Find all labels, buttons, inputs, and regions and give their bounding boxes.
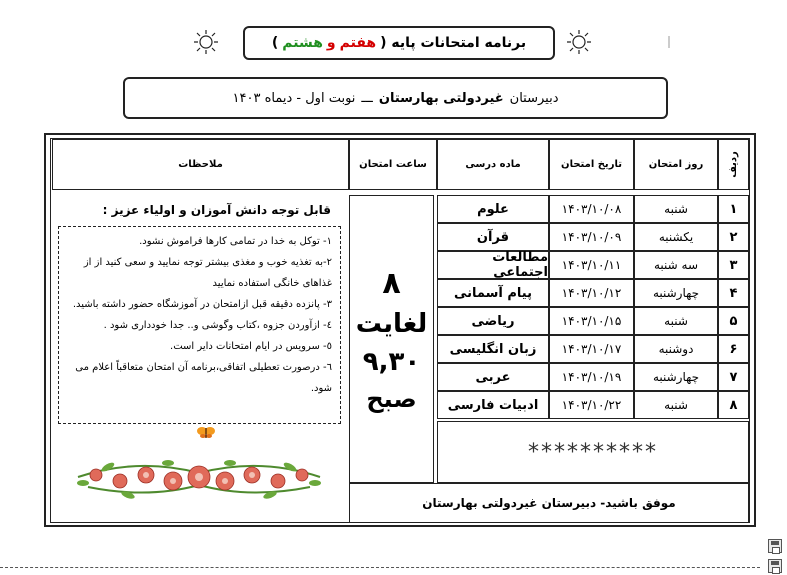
note-item: ٦- درصورت تعطیلی اتفاقی،برنامه آن امتحان متعاقباً اعلام می شود.	[75, 362, 332, 394]
save-icon[interactable]	[768, 539, 782, 553]
time-start: ۸	[382, 265, 401, 301]
school-name: غیردولتی بهارستان	[378, 90, 504, 106]
exam-day: شنبه	[634, 391, 718, 419]
note-item: ۳- پانزده دقیقه قبل ازامتحان در آموزشگاه حضور داشته باشید.	[72, 299, 332, 310]
save-icon[interactable]	[768, 559, 782, 573]
header-day: روز امتحان	[634, 139, 718, 190]
exam-subject: ریاضی	[437, 307, 549, 335]
exam-session: نوبت اول - دیماه ۱۴۰۳	[232, 90, 356, 106]
notes-section	[52, 195, 347, 483]
program-title	[243, 26, 555, 60]
exam-subject: علوم	[437, 195, 549, 223]
note-item: ۲-به تغذیه خوب و مغذی بیشتر توجه نمایید و سعی کنید از از غذاهای خانگی استفاده نمایید	[83, 257, 332, 289]
exam-date: ۱۴۰۳/۱۰/۱۲	[549, 279, 634, 307]
exam-day: شنبه	[634, 195, 718, 223]
exam-subject: ادبیات فارسی	[437, 391, 549, 419]
header-row-number: ردیف	[718, 139, 749, 190]
exam-date: ۱۴۰۳/۱۰/۱۱	[549, 251, 634, 279]
sun-ornament-icon	[566, 29, 592, 55]
closing-message: موفق باشید- دبیرستان غیردولتی بهارستان	[349, 483, 749, 523]
title-dash: ـــ	[361, 90, 373, 106]
header-subject: ماده درسی	[437, 139, 549, 190]
exam-date: ۱۴۰۳/۱۰/۲۲	[549, 391, 634, 419]
exam-day: دوشنبه	[634, 335, 718, 363]
row-number: ۴	[718, 279, 749, 307]
notes-heading: قابل توجه دانش آموزان و اولیاء عزیز :	[102, 203, 331, 217]
exam-time	[349, 195, 434, 483]
header-date: تاریخ امتحان	[549, 139, 634, 190]
exam-date: ۱۴۰۳/۱۰/۱۵	[549, 307, 634, 335]
exam-date: ۱۴۰۳/۱۰/۰۹	[549, 223, 634, 251]
header-time: ساعت امتحان	[349, 139, 437, 190]
faint-mark	[668, 36, 670, 48]
program-title-prefix: برنامه امتحانات پایه (	[380, 35, 527, 51]
time-until: لغایت	[355, 308, 428, 339]
time-morning: صبح	[366, 384, 417, 413]
note-item: ۱- توکل به خدا در تمامی کارها فراموش نشود.	[139, 236, 332, 247]
exam-subject: پیام آسمانی	[437, 279, 549, 307]
exam-subject: مطالعات اجتماعی	[437, 251, 549, 279]
row-number: ۸	[718, 391, 749, 419]
exam-day: چهارشنبه	[634, 279, 718, 307]
program-title-suffix: )	[271, 35, 279, 51]
row-number: ۶	[718, 335, 749, 363]
stars-decoration: **********	[437, 421, 749, 483]
exam-day: شنبه	[634, 307, 718, 335]
exam-subject: زبان انگلیسی	[437, 335, 549, 363]
school-title	[123, 77, 668, 119]
exam-day: چهارشنبه	[634, 363, 718, 391]
exam-day: سه شنبه	[634, 251, 718, 279]
exam-date: ۱۴۰۳/۱۰/۰۸	[549, 195, 634, 223]
notes-list	[58, 226, 341, 424]
school-prefix: دبیرستان	[509, 90, 559, 106]
time-end: ۹,۳۰	[362, 346, 421, 377]
row-number: ۳	[718, 251, 749, 279]
note-item: ٥- سرویس در ایام امتحانات دایر است.	[170, 341, 332, 352]
exam-date: ۱۴۰۳/۱۰/۱۹	[549, 363, 634, 391]
row-number: ۲	[718, 223, 749, 251]
exam-subject: عربی	[437, 363, 549, 391]
floral-garland-icon	[68, 437, 330, 509]
note-item: ٤- ازآوردن جزوه ،کتاب وگوشی و.. جدا خودداری شود .	[103, 320, 332, 331]
row-number: ۱	[718, 195, 749, 223]
exam-day: یکشنبه	[634, 223, 718, 251]
grade-eighth: هشتم	[282, 35, 323, 51]
grade-seventh: هفتم	[339, 35, 377, 51]
sun-ornament-icon	[193, 29, 219, 55]
row-number: ۵	[718, 307, 749, 335]
exam-subject: قرآن	[437, 223, 549, 251]
grade-and: و	[326, 35, 336, 51]
page-break-line	[0, 567, 760, 568]
row-number: ۷	[718, 363, 749, 391]
header-notes: ملاحظات	[52, 139, 349, 190]
exam-date: ۱۴۰۳/۱۰/۱۷	[549, 335, 634, 363]
